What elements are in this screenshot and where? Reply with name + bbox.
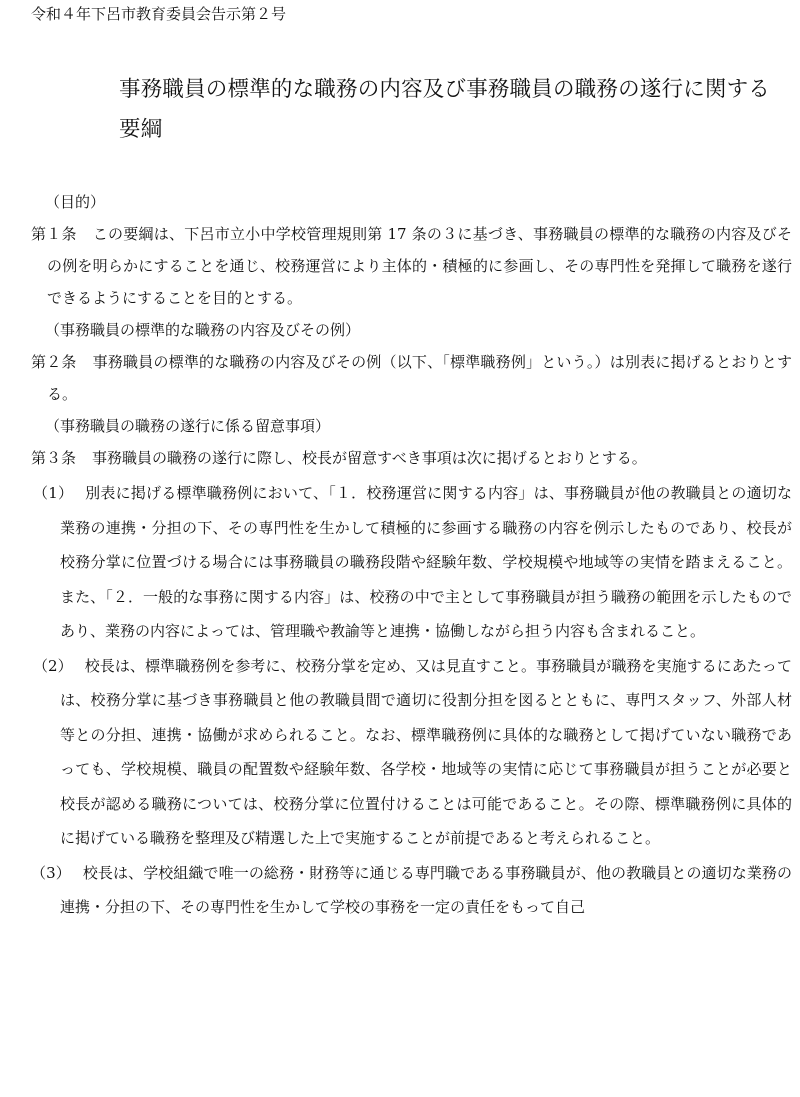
article-3-item-2-number: （2） <box>33 656 73 675</box>
notice-number: 令和４年下呂市教育委員会告示第２号 <box>31 5 287 23</box>
article-3-item-3 <box>0 856 800 925</box>
article-3-number: 第３条 <box>31 449 77 467</box>
article-2-text: 事務職員の標準的な職務の内容及びその例（以下、「標準職務例」という。）は別表に掲げるとおりとする。 <box>47 353 792 403</box>
article-3-item-2-text: 校長は、標準職務例を参考に、校務分掌を定め、又は見直すこと。事務職員が職務を実施するにあたっては、校務分掌に基づき事務職員と他の教職員間で適切に役割分担を図るとともに、専門スタッフ、外部人材等との分担、連携・協働が求められること。なお、標準職務例に具体的な職務として掲げていない職務であっても、学校規模、職員の配置数や経験年数、各学校・地域等の実情に応じて事務職員が担うことが必要と校長が認める職務については、校務分掌に位置付けることは可能であること。その際、標準職務例に具体的に掲げている職務を整理及び精選した上で実施することが前提であると考えられること。 <box>60 656 792 847</box>
article-1 <box>0 218 800 314</box>
article-2-heading: （事務職員の標準的な職務の内容及びその例） <box>45 321 361 339</box>
article-3-item-2 <box>0 649 800 856</box>
article-3-item-1 <box>0 476 800 649</box>
article-3 <box>0 442 800 474</box>
document-body <box>0 186 800 925</box>
article-2 <box>0 346 800 410</box>
article-3-item-1-number: （1） <box>33 484 74 502</box>
article-1-number: 第１条 <box>31 225 77 243</box>
document-title: 事務職員の標準的な職務の内容及び事務職員の職務の遂行に関する要綱 <box>119 77 771 142</box>
article-3-item-3-number: （3） <box>31 863 71 882</box>
article-3-item-3-text: 校長は、学校組織で唯一の総務・財務等に通じる専門職である事務職員が、他の教職員との適切な業務の連携・分担の下、その専門性を生かして学校の事務を一定の責任をもって自己 <box>60 863 792 916</box>
article-1-text: この要綱は、下呂市立小中学校管理規則第 17 条の３に基づき、事務職員の標準的な職務の内容及びその例を明らかにすることを通じ、校務運営により主体的・積極的に参画し、その専門性を発揮して職務を遂行できるようにすることを目的とする。 <box>47 225 792 307</box>
article-3-heading: （事務職員の職務の遂行に係る留意事項） <box>45 417 331 435</box>
article-3-text: 事務職員の職務の遂行に際し、校長が留意すべき事項は次に掲げるとおりとする。 <box>92 449 647 467</box>
article-2-number: 第２条 <box>31 353 77 371</box>
article-1-heading: （目的） <box>45 193 106 211</box>
article-3-item-1-text: 別表に掲げる標準職務例において、「１．校務運営に関する内容」は、事務職員が他の教職員との適切な業務の連携・分担の下、その専門性を生かして積極的に参画する職務の内容を例示したものであり、校長が校務分掌に位置づける場合には事務職員の職務段階や経験年数、学校規模や地域等の実情を踏まえること。また、「２．一般的な事務に関する内容」は、校務の中で主として事務職員が担う職務の範囲を示したものであり、業務の内容によっては、管理職や教諭等と連携・協働しながら担う内容も含まれること。 <box>60 484 792 640</box>
